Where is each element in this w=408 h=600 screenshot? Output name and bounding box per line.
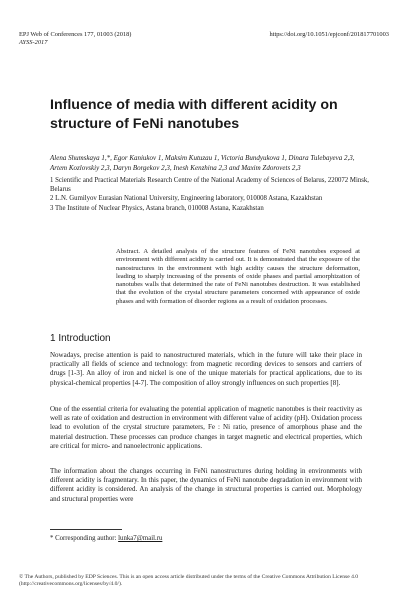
section-heading: 1 Introduction: [50, 333, 111, 344]
body-paragraph-3: The information about the changes occurring in FeNi nanostructures during holding in environments with different acidity is fragmentary. In this paper, the dynamics of FeNi nanotube degradation in environment with different acidity is considered. An analysis of the change in structural properties is carried out. Morphology and structural properties were: [50, 467, 362, 503]
footnote-divider: [50, 529, 122, 530]
body-paragraph-2: One of the essential criteria for evaluating the potential application of magnetic nanotubes is their reactivity as well as rate of oxidation and destruction in environment with different value of acidity (pH). Oxidation process lead to evolution of the crystal structure parameters, Fe : Ni ratio, presence of amorphous phase and the material destruction. These processes can produce changes in target magnetic and electrical properties, which are critical for micro- and nanoelectronic applications.: [50, 405, 362, 450]
affiliation-1: 1 Scientific and Practical Materials Research Centre of the National Academy of Sciences of Belarus, 220072 Minsk, Belarus: [50, 177, 369, 194]
affiliation-3: 3 The Institute of Nuclear Physics, Astana branch, 010008 Astana, Kazakhstan: [50, 204, 264, 212]
footnote-label: * Corresponding author:: [50, 535, 117, 542]
paper-title: Influence of media with different acidity on structure of FeNi nanotubes: [50, 97, 338, 132]
journal-citation: EPJ Web of Conferences 177, 01003 (2018): [19, 31, 132, 38]
license-notice: © The Authors, published by EDP Sciences. This is an open access article distributed under the terms of the Creative Commons Attribution License 4.0 (http://creativecommons.org/licenses/by/4.0/).: [19, 574, 359, 587]
running-header-left: [19, 31, 131, 47]
body-paragraph-1: Nowadays, precise attention is paid to nanostructured materials, which in the future will take their place in practically all fields of science and technology: from magnetic recording devices to sensors and carriers of drugs [1-3]. An alloy of iron and nickel is one of the unique materials for practical applications, due to its physical-chemical properties [4-7]. The composition of alloy strongly influences on such properties [8].: [50, 351, 362, 387]
corresponding-author-footnote: [50, 535, 162, 543]
affiliation-2: 2 L.N. Gumilyov Eurasian National University, Engineering laboratory, 010008 Astana, Kazakhstan: [50, 195, 323, 203]
author-email-link[interactable]: lunka7@mail.ru: [118, 535, 163, 542]
abstract: Abstract. A detailed analysis of the structure features of FeNi nanotubes exposed at environment with different acidity is carried out. It is demonstrated that the exposure of the nanostructures in the environment with high acidity causes the structure deformation, leading to sharply increasing of the presents of oxide phases and partial amorphization of nanotubes walls that determined the rate of FeNi nanotubes destruction. It was established that the evolution of the crystal structure parameters concerned with appearance of oxide phases and with formation of disorder regions as a result of oxidation processes.: [116, 248, 360, 305]
doi-link[interactable]: https://doi.org/10.1051/epjconf/201817701003: [269, 31, 389, 38]
author-list: Alena Shumskaya 1,*, Egor Kaniukov 1, Maksim Kutuzau 1, Victoria Bundyukova 1, Dinara Tulebayeva 2,3, Artem Kozlovskiy 2,3, Daryn Borgekov 2,3, Inesh Kenzhina 2,3 and Maxim Zdorovets 2,3: [50, 154, 355, 172]
conference-name: AYSS-2017: [19, 39, 48, 46]
affiliations: [50, 176, 370, 213]
